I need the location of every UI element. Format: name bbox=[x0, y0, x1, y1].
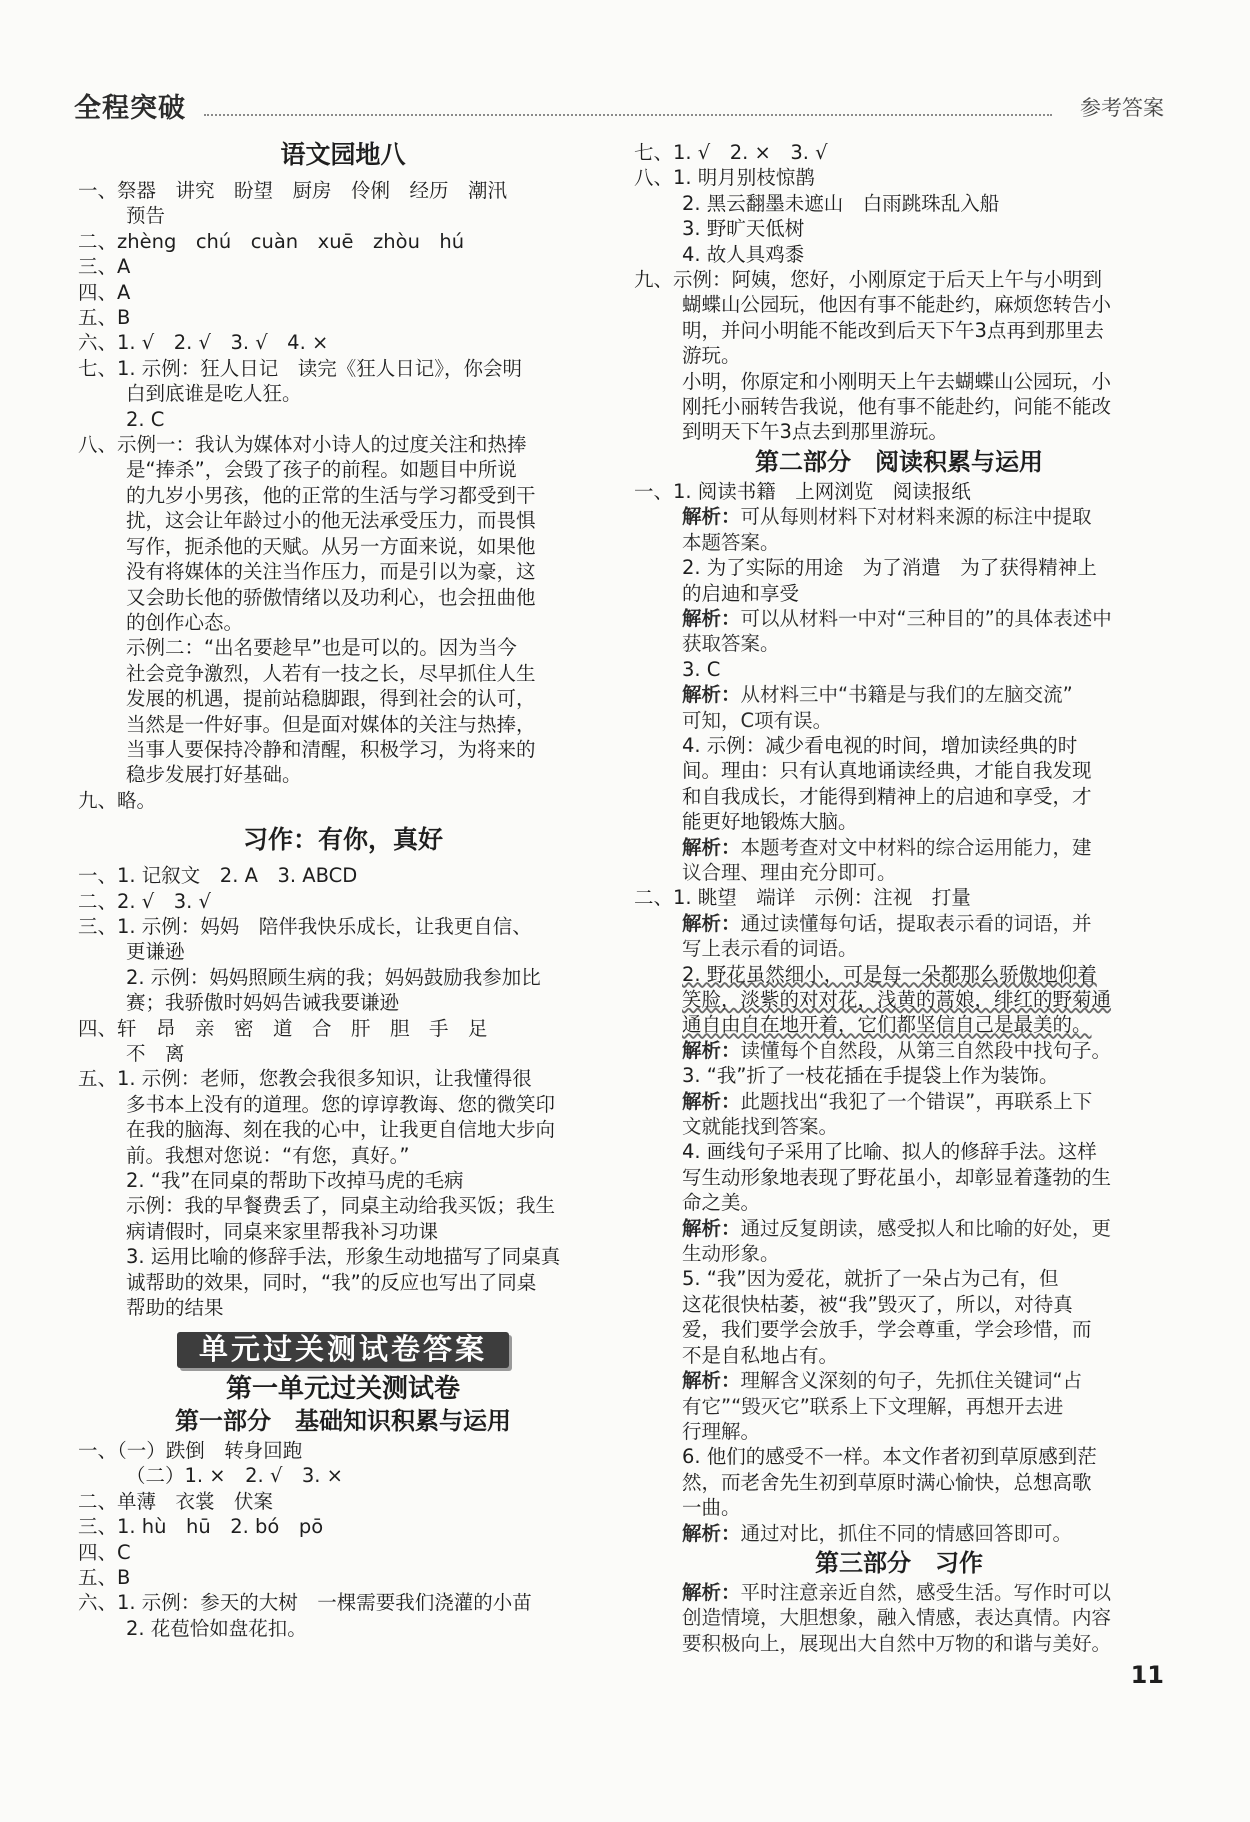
answer-line: 四、A bbox=[78, 280, 131, 304]
page-number: 11 bbox=[1130, 1661, 1164, 1689]
answer-line: 二、2. √ 3. √ bbox=[78, 889, 211, 913]
analysis-line: 解析：可从每则材料下对材料来源的标注中提取 bbox=[682, 505, 1092, 529]
analysis-line: 解析：本题考查对文中材料的综合运用能力，建 bbox=[682, 835, 1092, 859]
answer-line: 一、1. 阅读书籍 上网浏览 阅读报纸 bbox=[634, 479, 971, 503]
answer-line: 当事人要保持冷静和清醒，积极学习，为将来的 bbox=[126, 737, 536, 761]
answer-line: 多书本上没有的道理。您的谆谆教诲、您的微笑印 bbox=[126, 1092, 556, 1116]
analysis-label: 解析： bbox=[682, 1216, 741, 1240]
answer-line: 发展的机遇，提前站稳脚跟，得到社会的认可， bbox=[126, 687, 536, 711]
right-column bbox=[634, 140, 1164, 1656]
analysis-line: 文就能找到答案。 bbox=[682, 1115, 839, 1139]
answer-line: 4. 示例：减少看电视的时间，增加读经典的时 bbox=[682, 733, 1078, 757]
answer-line: 然，而老舍先生初到草原时满心愉快，总想高歌 bbox=[682, 1470, 1092, 1494]
answer-line: （二）1. × 2. √ 3. × bbox=[126, 1464, 344, 1488]
answer-line: 三、A bbox=[78, 255, 131, 279]
analysis-line: 解析：读懂每个自然段，从第三自然段中找句子。 bbox=[682, 1038, 1112, 1062]
answer-line: 一、1. 记叙文 2. A 3. ABCD bbox=[78, 864, 358, 888]
analysis-label: 解析： bbox=[682, 835, 741, 859]
answer-line: 2. 花苞恰如盘花扣。 bbox=[126, 1616, 307, 1640]
answer-line: 写作，扼杀他的天赋。从另一方面来说，如果他 bbox=[126, 534, 536, 558]
answer-line: 不是自私地占有。 bbox=[682, 1343, 839, 1367]
answer-line: 刚托小丽转告我说，他有事不能赴约，问能不能改 bbox=[682, 395, 1112, 419]
answer-line: 4. 故人具鸡黍 bbox=[682, 242, 805, 266]
answer-line: 蝴蝶山公园玩，他因有事不能赴约，麻烦您转告小 bbox=[682, 293, 1112, 317]
answer-line: 当然是一件好事。但是面对媒体的关注与热捧， bbox=[126, 712, 536, 736]
analysis-label: 解析： bbox=[682, 1369, 741, 1393]
answer-line: 八、示例一：我认为媒体对小诗人的过度关注和热捧 bbox=[78, 433, 527, 457]
answer-line: 三、1. 示例：妈妈 陪伴我快乐成长，让我更自信、 bbox=[78, 914, 532, 938]
analysis-label: 解析： bbox=[682, 911, 741, 935]
banner-wrapper bbox=[78, 1332, 608, 1367]
answer-line: 5. “我”因为爱花，就折了一朵占为己有，但 bbox=[682, 1267, 1059, 1291]
answer-line: 2. 为了实际的用途 为了消遣 为了获得精神上 bbox=[682, 556, 1097, 580]
analysis-line: 可知，C项有误。 bbox=[682, 708, 833, 732]
analysis-label: 解析： bbox=[682, 1521, 741, 1545]
analysis-line: 行理解。 bbox=[682, 1419, 761, 1443]
answer-line: 的启迪和享受 bbox=[682, 581, 800, 605]
answer-line: 2. 黑云翻墨未遮山 白雨跳珠乱入船 bbox=[682, 191, 1000, 215]
answer-line: 的九岁小男孩，他的正常的生活与学习都受到干 bbox=[126, 483, 536, 507]
analysis-line: 解析：此题找出“我犯了一个错误”，再联系上下 bbox=[682, 1089, 1093, 1113]
answer-line: 写生动形象地表现了野花虽小，却彰显着蓬勃的生 bbox=[682, 1165, 1112, 1189]
answer-line: 七、1. 示例：狂人日记 读完《狂人日记》，你会明 bbox=[78, 356, 523, 380]
answer-line: 一、祭器 讲究 盼望 厨房 伶俐 经历 潮汛 bbox=[78, 179, 508, 202]
part-title-basic-knowledge: 第一部分 基础知识积累与运用 bbox=[175, 1406, 511, 1435]
analysis-label: 解析： bbox=[682, 1580, 741, 1604]
analysis-label: 解析： bbox=[682, 1089, 741, 1113]
answer-line: 明，并问小明能不能改到后天下午3点再到那里去 bbox=[682, 318, 1104, 342]
underlined-answer-line: 通自由自在地开着，它们都坚信自己是最美的。 bbox=[682, 1013, 1092, 1037]
analysis-line: 解析：通过读懂每句话，提取表示看的词语，并 bbox=[682, 911, 1092, 935]
analysis-label: 解析： bbox=[682, 1038, 741, 1062]
answer-line: 6. 他们的感受不一样。本文作者初到草原感到茫 bbox=[682, 1445, 1097, 1469]
answer-line: 五、B bbox=[78, 1565, 131, 1589]
answer-line: 六、1. 示例：参天的大树 一棵需要我们浇灌的小苗 bbox=[78, 1591, 532, 1615]
analysis-line: 获取答案。 bbox=[682, 632, 780, 656]
answer-line: 3. “我”折了一枝花插在手提袋上作为装饰。 bbox=[682, 1064, 1059, 1088]
answer-line: 四、轩 昂 亲 密 道 合 肝 胆 手 足 bbox=[78, 1016, 488, 1040]
answer-line: 3. C bbox=[682, 657, 721, 681]
answer-line: 二、单薄 衣裳 伏案 bbox=[78, 1489, 274, 1513]
part-title-writing: 第三部分 习作 bbox=[815, 1548, 983, 1577]
answer-line: 八、1. 明月别枝惊鹊 bbox=[634, 166, 815, 190]
answer-line: 赛；我骄傲时妈妈告诫我要谦逊 bbox=[126, 991, 400, 1015]
answer-line: 稳步发展打好基础。 bbox=[126, 763, 302, 787]
answer-line: 白到底谁是吃人狂。 bbox=[126, 382, 302, 406]
answer-line: 诚帮助的效果，同时，“我”的反应也写出了同桌 bbox=[126, 1270, 537, 1294]
underlined-answer-line: 笑脸，淡紫的对对花，浅黄的蒿娘，绯红的野菊通 bbox=[682, 988, 1112, 1011]
analysis-line: 写上表示看的词语。 bbox=[682, 937, 858, 961]
page-header bbox=[74, 86, 1164, 126]
answer-line: 3. 野旷天低树 bbox=[682, 217, 805, 241]
analysis-label: 解析： bbox=[682, 683, 741, 707]
answer-line: 病请假时，同桌来家里帮我补习功课 bbox=[126, 1219, 439, 1243]
answer-line: 七、1. √ 2. × 3. √ bbox=[634, 141, 828, 164]
answer-line: 六、1. √ 2. √ 3. √ 4. × bbox=[78, 331, 329, 355]
answer-line: 二、1. 眺望 端详 示例：注视 打量 bbox=[634, 886, 971, 910]
answer-line: 五、B bbox=[78, 306, 131, 330]
analysis-line: 议合理、理由充分即可。 bbox=[682, 860, 897, 884]
left-column bbox=[78, 140, 608, 1641]
answer-line: 游玩。 bbox=[682, 344, 741, 368]
answer-line: 命之美。 bbox=[682, 1191, 761, 1215]
answer-line: 间。理由：只有认真地诵读经典，才能自我发现 bbox=[682, 759, 1092, 783]
section-title-unit-one-test: 第一单元过关测试卷 bbox=[225, 1373, 460, 1404]
analysis-label: 解析： bbox=[682, 606, 741, 630]
answer-line: 爱，我们要学会放手，学会尊重，学会珍惜，而 bbox=[682, 1318, 1092, 1342]
answer-line: 帮助的结果 bbox=[126, 1296, 224, 1320]
answer-line: 九、示例：阿姨，您好，小刚原定于后天上午与小明到 bbox=[634, 268, 1103, 292]
answer-line: 预告 bbox=[126, 204, 166, 228]
answer-line: 一、（一）跌倒 转身回跑 bbox=[78, 1438, 303, 1462]
answer-line: 3. 运用比喻的修辞手法，形象生动地描写了同桌真 bbox=[126, 1245, 561, 1269]
answer-line: 2. 示例：妈妈照顾生病的我；妈妈鼓励我参加比 bbox=[126, 965, 541, 989]
analysis-line: 要积极向上，展现出大自然中万物的和谐与美好。 bbox=[682, 1631, 1112, 1655]
analysis-line: 创造情境，大胆想象，融入情感，表达真情。内容 bbox=[682, 1606, 1112, 1630]
answer-line: 扰，这会让年龄过小的他无法承受压力，而畏惧 bbox=[126, 509, 536, 533]
answer-line: 四、C bbox=[78, 1540, 131, 1564]
answer-line: 不 离 bbox=[126, 1042, 185, 1065]
answer-line: 没有将媒体的关注当作压力，而是引以为豪，这 bbox=[126, 560, 536, 584]
unit-test-answers-banner: 单元过关测试卷答案 bbox=[177, 1332, 509, 1367]
answer-line: 示例二：“出名要趁早”也是可以的。因为当今 bbox=[126, 636, 517, 660]
analysis-line: 解析：理解含义深刻的句子，先抓住关键词“占 bbox=[682, 1369, 1083, 1393]
analysis-label: 解析： bbox=[682, 505, 741, 529]
analysis-line: 本题答案。 bbox=[682, 530, 780, 554]
answer-line: 能更好地锻炼大脑。 bbox=[682, 810, 858, 834]
answer-line: 2. C bbox=[126, 407, 165, 431]
answer-line: 更谦逊 bbox=[126, 940, 185, 964]
answer-line: 又会助长他的骄傲情绪以及功利心，也会扭曲他 bbox=[126, 585, 536, 609]
answer-line: 到明天下午3点去到那里游玩。 bbox=[682, 420, 948, 444]
analysis-line: 解析：可以从材料一中对“三种目的”的具体表述中 bbox=[682, 606, 1112, 630]
section-title-xizuo: 习作：有你，真好 bbox=[242, 825, 443, 855]
answer-line: 社会竞争激烈，人若有一技之长，尽早抓住人生 bbox=[126, 661, 536, 685]
answer-line: 三、1. hù hū 2. bó pō bbox=[78, 1515, 324, 1539]
answer-line: 一曲。 bbox=[682, 1496, 741, 1520]
analysis-line: 解析：平时注意亲近自然，感受生活。写作时可以 bbox=[682, 1580, 1112, 1604]
answer-line: 4. 画线句子采用了比喻、拟人的修辞手法。这样 bbox=[682, 1140, 1097, 1164]
answer-line: 这花很快枯萎，被“我”毁灭了，所以，对待真 bbox=[682, 1292, 1073, 1316]
answer-line: 是“捧杀”，会毁了孩子的前程。如题目中所说 bbox=[126, 458, 517, 482]
answer-line: 在我的脑海、刻在我的心中，让我更自信地大步向 bbox=[126, 1118, 556, 1142]
answer-line: 和自我成长，才能得到精神上的启迪和享受，才 bbox=[682, 784, 1092, 808]
analysis-line: 解析：通过对比，抓住不同的情感回答即可。 bbox=[682, 1521, 1073, 1545]
analysis-line: 解析：通过反复朗读，感受拟人和比喻的好处，更 bbox=[682, 1216, 1112, 1240]
answer-line: 2. “我”在同桌的帮助下改掉马虎的毛病 bbox=[126, 1169, 464, 1193]
analysis-line: 生动形象。 bbox=[682, 1242, 780, 1266]
underlined-answer-line: 2. 野花虽然细小，可是每一朵都那么骄傲地仰着 bbox=[682, 962, 1097, 986]
section-title-yuwen-yuandi: 语文园地八 bbox=[280, 140, 406, 169]
brand-logo: 全程突破 bbox=[74, 93, 186, 124]
header-divider bbox=[204, 114, 1052, 116]
answer-line: 五、1. 示例：老师，您教会我很多知识，让我懂得很 bbox=[78, 1067, 532, 1091]
analysis-line: 解析：从材料三中“书籍是与我们的左脑交流” bbox=[682, 683, 1073, 707]
answer-line: 小明，你原定和小刚明天上午去蝴蝶山公园玩，小 bbox=[682, 369, 1112, 393]
analysis-line: 有它”“毁灭它”联系上下文理解，再想开去进 bbox=[682, 1394, 1064, 1418]
answer-line: 前。我想对您说：“有您，真好。” bbox=[126, 1143, 410, 1167]
answer-line: 的创作心态。 bbox=[126, 610, 244, 634]
answer-line: 示例：我的早餐费丢了，同桌主动给我买饭；我生 bbox=[126, 1194, 556, 1218]
answer-line: 九、略。 bbox=[78, 788, 157, 812]
part-title-reading: 第二部分 阅读积累与运用 bbox=[755, 447, 1043, 476]
header-section-label: 参考答案 bbox=[1080, 96, 1164, 120]
answer-line: 二、zhèng chú cuàn xuē zhòu hú bbox=[78, 229, 465, 253]
